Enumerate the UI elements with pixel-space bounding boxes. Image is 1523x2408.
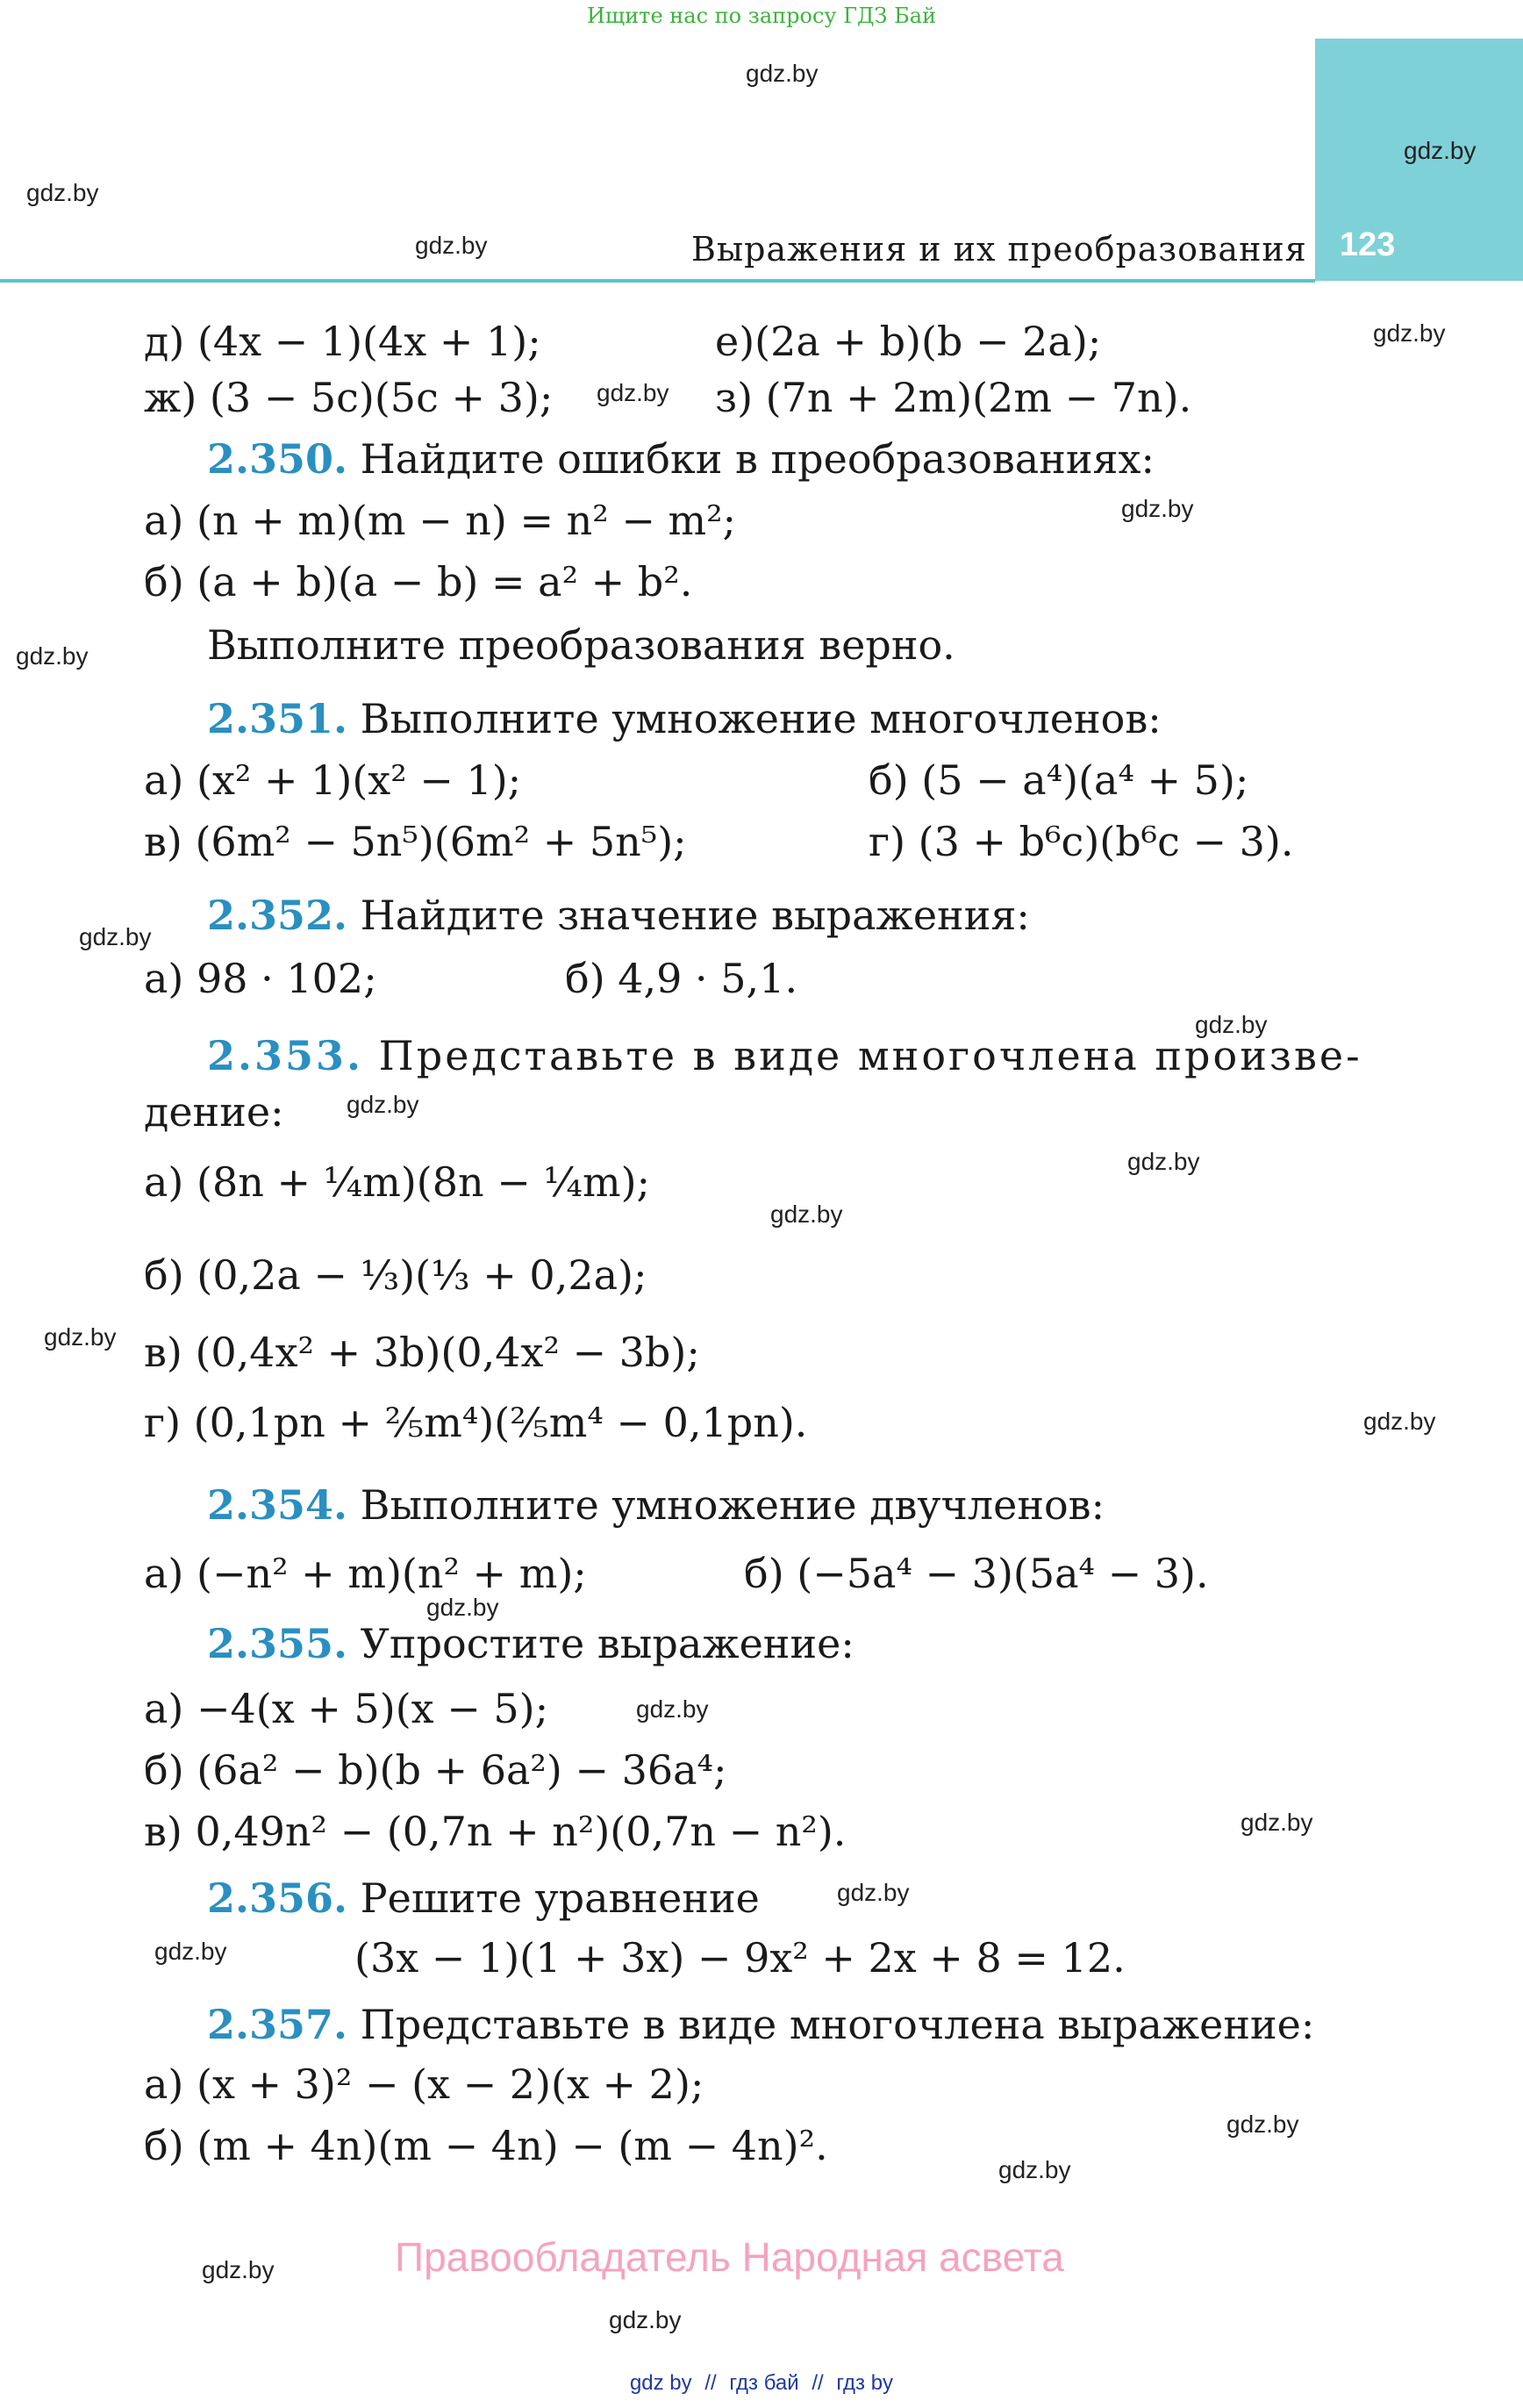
item-a: а) (x + 3)² − (x − 2)(x + 2); [144, 2060, 704, 2108]
header-rule [0, 279, 1315, 283]
watermark: gdz.by [347, 1091, 419, 1118]
exercise-task: Решите уравнение [347, 1874, 760, 1922]
link-separator: // [812, 2371, 824, 2395]
watermark: gdz.by [1195, 1011, 1268, 1038]
exercise-task: Упростите выражение: [347, 1620, 854, 1667]
watermark: gdz.by [1363, 1408, 1436, 1435]
exercise-number: 2.351. [207, 695, 348, 742]
item-a: а) (n + m)(m − n) = n² − m²; [144, 497, 737, 544]
exercise-task: Представьте в виде многочлена выражение: [347, 2001, 1315, 2048]
watermark: gdz.by [609, 2306, 682, 2333]
exercise-2-350-heading [207, 435, 1155, 483]
equation: (3x − 1)(1 + 3x) − 9x² + 2x + 8 = 12. [354, 1934, 1126, 1982]
watermark: gdz.by [415, 232, 488, 259]
watermark: gdz.by [597, 379, 669, 406]
watermark: gdz.by [998, 2156, 1071, 2183]
item-b: б) (a + b)(a − b) = a² + b². [144, 558, 693, 606]
link-gdz-by-cyr[interactable]: гдз by [836, 2371, 894, 2395]
item-z: з) (7n + 2m)(2m − 7n). [715, 374, 1192, 421]
item-b: б) (6a² − b)(b + 6a²) − 36a⁴; [144, 1746, 727, 1794]
exercise-number: 2.354. [207, 1481, 348, 1529]
watermark: gdz.by [1404, 137, 1477, 164]
exercise-task: Представьте в виде многочлена произве- [363, 1032, 1362, 1079]
exercise-number: 2.350. [207, 435, 348, 483]
exercise-number: 2.353. [207, 1032, 364, 1079]
item-b: б) (−5a⁴ − 3)(5a⁴ − 3). [744, 1550, 1209, 1597]
watermark: gdz.by [26, 179, 99, 206]
item-a: а) (x² + 1)(x² − 1); [144, 756, 522, 804]
item-a: а) (−n² + m)(n² + m); [144, 1550, 587, 1597]
item-b: б) (0,2a − ⅓)(⅓ + 0,2a); [144, 1251, 647, 1299]
watermark: gdz.by [44, 1323, 117, 1351]
watermark: gdz.by [770, 1200, 843, 1228]
exercise-task: Выполните умножение многочленов: [347, 695, 1162, 742]
exercise-number: 2.355. [207, 1620, 348, 1667]
watermark: gdz.by [746, 60, 819, 87]
exercise-2-352-heading [207, 892, 1030, 939]
item-v: в) 0,49n² − (0,7n + n²)(0,7n − n²). [144, 1808, 847, 1855]
exercise-2-354-heading [207, 1481, 1105, 1529]
exercise-task: Найдите значение выражения: [347, 892, 1030, 939]
exercise-number: 2.357. [207, 2001, 348, 2048]
watermark: gdz.by [154, 1938, 227, 1965]
item-g: г) (0,1pn + ⅖m⁴)(⅖m⁴ − 0,1pn). [144, 1399, 808, 1446]
exercise-2-357-heading [207, 2001, 1314, 2048]
exercise-2-355-heading [207, 1620, 854, 1667]
item-a: а) 98 · 102; [144, 955, 377, 1002]
link-separator: // [704, 2371, 717, 2395]
item-e: е)(2a + b)(b − 2a); [715, 318, 1102, 365]
watermark: gdz.by [1226, 2111, 1299, 2138]
item-b: б) (m + 4n)(m − 4n) − (m − 4n)². [144, 2122, 828, 2169]
exercise-2-353-heading [207, 1032, 1362, 1079]
bottom-links [0, 2371, 1523, 2396]
watermark: gdz.by [1373, 319, 1446, 347]
item-v: в) (6m² − 5n⁵)(6m² + 5n⁵); [144, 818, 687, 865]
exercise-2-356-heading [207, 1874, 760, 1922]
link-gdz-bai[interactable]: гдз бай [729, 2371, 799, 2395]
item-v: в) (0,4x² + 3b)(0,4x² − 3b); [144, 1329, 700, 1376]
item-a: а) −4(x + 5)(x − 5); [144, 1685, 549, 1732]
exercise-task: Найдите ошибки в преобразованиях: [347, 435, 1155, 483]
exercise-task: Выполните умножение двучленов: [347, 1481, 1105, 1529]
watermark: gdz.by [16, 642, 89, 670]
item-d: д) (4x − 1)(4x + 1); [144, 318, 541, 365]
watermark: gdz.by [202, 2256, 275, 2283]
watermark: gdz.by [426, 1594, 499, 1621]
top-note: Ищите нас по запросу ГДЗ Бай [586, 4, 937, 28]
exercise-number: 2.352. [207, 892, 348, 939]
instruction: Выполните преобразования верно. [207, 621, 955, 669]
watermark: gdz.by [636, 1695, 709, 1723]
item-a: а) (8n + ¼m)(8n − ¼m); [144, 1158, 651, 1206]
exercise-2-351-heading [207, 695, 1162, 742]
watermark: gdz.by [1127, 1148, 1200, 1175]
item-g: г) (3 + b⁶c)(b⁶c − 3). [869, 818, 1294, 865]
watermark: gdz.by [1121, 495, 1194, 522]
watermark: gdz.by [1241, 1809, 1313, 1836]
item-zh: ж) (3 − 5c)(5c + 3); [144, 374, 554, 421]
copyright-notice: Правообладатель Народная асвета [395, 2234, 1064, 2280]
link-gdz-by[interactable]: gdz by [629, 2371, 692, 2395]
watermark: gdz.by [837, 1879, 910, 1906]
header-title: Выражения и их преобразования [691, 230, 1307, 269]
page-number: 123 [1340, 226, 1396, 263]
item-b: б) 4,9 · 5,1. [565, 955, 798, 1002]
exercise-number: 2.356. [207, 1874, 348, 1922]
exercise-task-continued: дение: [144, 1088, 284, 1136]
item-b: б) (5 − a⁴)(a⁴ + 5); [869, 756, 1249, 804]
watermark: gdz.by [79, 923, 152, 950]
